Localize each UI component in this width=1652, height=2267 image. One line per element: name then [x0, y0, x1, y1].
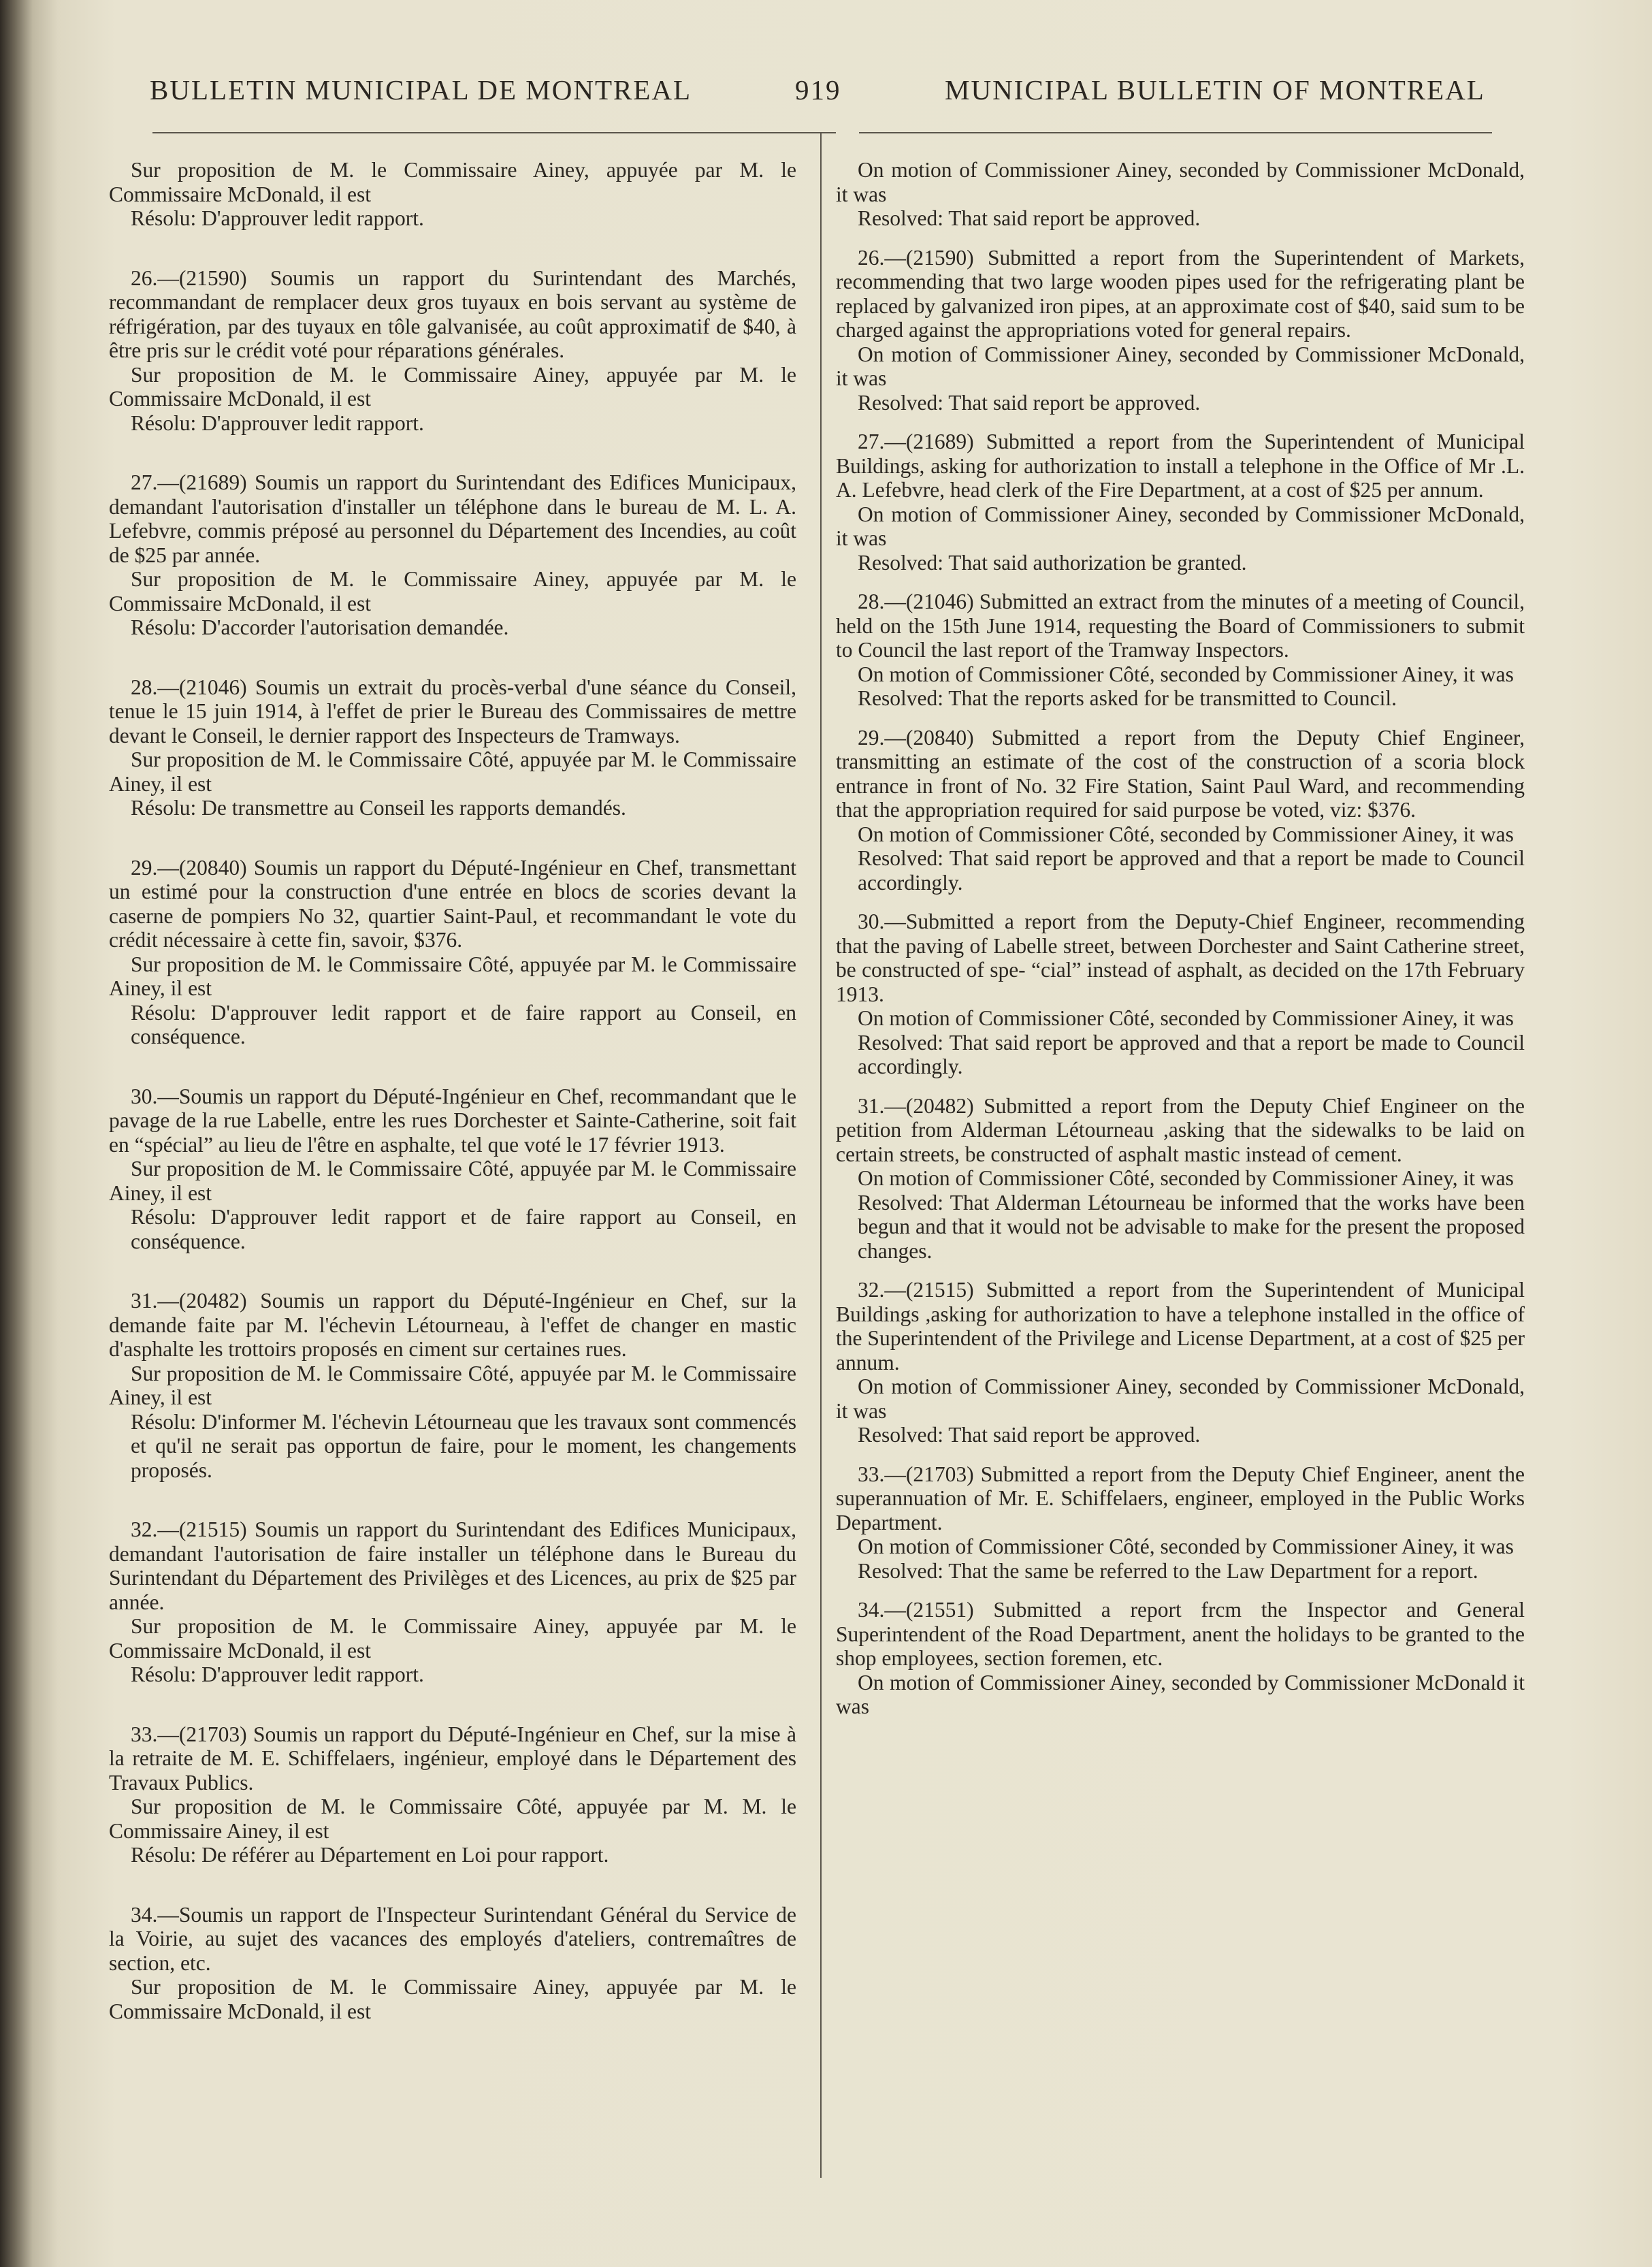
report-text: 33.—(21703) Soumis un rapport du Député-Ingénieur en Chef, sur la mise à la retraite de M. E. Schiffelaers, ingénieur, employé dans le Département des Travaux Publics.	[109, 1722, 796, 1795]
motion-text: On motion of Commissioner Côté, seconded by Commissioner Ainey, it was	[858, 662, 1514, 686]
resolution-text: Resolved: That the reports asked for be transmitted to Council.	[858, 686, 1397, 710]
report-text: 32.—(21515) Soumis un rapport du Surintendant des Edifices Municipaux, demandant l'autorisation de faire installer un téléphone dans le Bureau du Surintendant du Département des Privilèges et des Licences, au prix de $25 par année.	[109, 1517, 796, 1614]
page-number: 919	[795, 74, 841, 106]
resolution-text: Résolu: D'approuver ledit rapport.	[131, 1662, 424, 1686]
column-divider	[820, 132, 822, 2178]
resolution-text: Resolved: That said authorization be granted.	[858, 550, 1247, 575]
resolution-text: Résolu: D'approuver ledit rapport.	[131, 206, 424, 230]
resolution-text: Resolved: That said report be approved and that a report be made to Council accordingly.	[858, 846, 1525, 895]
english-item-29	[836, 726, 1525, 895]
report-text: 26.—(21590) Soumis un rapport du Surintendant des Marchés, recommandant de remplacer deux gros tuyaux en bois servant au système de réfrigération, par des tuyaux en tôle galvanisée, au coût approximatif de $40, à être pris sur le crédit voté pour réparations générales.	[109, 266, 796, 362]
french-item-28	[109, 675, 796, 820]
resolution-text: Résolu: D'approuver ledit rapport.	[131, 411, 424, 435]
french-item-34	[109, 1903, 796, 2024]
motion-text: Sur proposition de M. le Commissaire Ainey, appuyée par M. le Commissaire McDonald, il est	[109, 362, 796, 411]
resolution-text: Resolved: That said report be approved and that a report be made to Council accordingly.	[858, 1030, 1525, 1078]
header-rule-left	[152, 132, 836, 133]
header-french-title: BULLETIN MUNICIPAL DE MONTREAL	[150, 74, 692, 106]
french-item-30	[109, 1084, 796, 1254]
french-item-29	[109, 856, 796, 1049]
resolution-text: Resolved: That the same be referred to the Law Department for a report.	[858, 1558, 1478, 1583]
motion-text: On motion of Commissioner Ainey, seconded by Commissioner McDonald, it was	[836, 158, 1525, 206]
english-item-25	[836, 158, 1525, 231]
motion-text: On motion of Commissioner Côté, seconded by Commissioner Ainey, it was	[858, 1166, 1514, 1190]
french-column	[109, 158, 796, 2023]
motion-text: Sur proposition de M. le Commissaire Ainey, appuyée par M. le Commissaire McDonald, il est	[109, 1975, 796, 2023]
motion-text: On motion of Commissioner Côté, seconded by Commissioner Ainey, it was	[858, 1534, 1514, 1558]
report-text: 34.—(21551) Submitted a report frcm the Inspector and General Superintendent of the Road Department, anent the holidays to be granted to the shop employees, section foremen, etc.	[836, 1598, 1525, 1670]
resolution-text: Résolu: D'approuver ledit rapport et de faire rapport au Conseil, en conséquence.	[131, 1000, 796, 1048]
resolution-text: Résolu: De transmettre au Conseil les rapports demandés.	[131, 796, 626, 820]
french-item-32	[109, 1517, 796, 1687]
english-item-31	[836, 1094, 1525, 1264]
resolution-text: Resolved: That Alderman Létourneau be informed that the works have been begun and that it would not be advisable to make for the present the proposed changes.	[858, 1190, 1525, 1263]
report-text: 30.—Soumis un rapport du Député-Ingénieur en Chef, recommandant que le pavage de la rue Labelle, entre les rues Dorchester et Sainte-Catherine, soit fait en “spécial” au lieu de l'être en asphalte, tel que voté le 17 février 1913.	[109, 1084, 796, 1157]
report-text: 29.—(20840) Soumis un rapport du Député-Ingénieur en Chef, transmettant un estimé pour la construction d'une entrée en blocs de scories devant la caserne de pompiers No 32, quartier Saint-Paul, et recommandant le vote du crédit nécessaire à cette fin, savoir, $376.	[109, 855, 796, 952]
english-item-32	[836, 1278, 1525, 1447]
report-text: 31.—(20482) Submitted a report from the Deputy Chief Engineer on the petition from Alderman Létourneau ,asking that the sidewalks to be laid on certain streets, be constructed of asphalt mastic instead of cement.	[836, 1093, 1525, 1166]
resolution-text: Resolved: That said report be approved.	[858, 206, 1201, 230]
report-text: 28.—(21046) Soumis un extrait du procès-verbal d'une séance du Conseil, tenue le 15 juin 1914, à l'effet de prier le Bureau des Commissaires de mettre devant le Conseil, le dernier rapport des Inspecteurs de Tramways.	[109, 675, 796, 747]
motion-text: On motion of Commissioner Côté, seconded by Commissioner Ainey, it was	[858, 1006, 1514, 1030]
english-item-28	[836, 590, 1525, 711]
report-text: 28.—(21046) Submitted an extract from the minutes of a meeting of Council, held on the 15th June 1914, requesting the Board of Commissioners to submit to Council the last report of the Tramway Inspectors.	[836, 590, 1525, 662]
motion-text: On motion of Commissioner Ainey, seconded by Commissioner McDonald it was	[836, 1670, 1525, 1718]
resolution-text: Resolved: That said report be approved.	[858, 1423, 1201, 1447]
french-item-25	[109, 158, 796, 231]
motion-text: On motion of Commissioner Ainey, seconded by Commissioner McDonald, it was	[836, 1374, 1525, 1423]
report-text: 34.—Soumis un rapport de l'Inspecteur Surintendant Général du Service de la Voirie, au sujet des vacances des employés d'ateliers, contremaîtres de section, etc.	[109, 1902, 796, 1975]
motion-text: Sur proposition de M. le Commissaire Côté, appuyée par M. le Commissaire Ainey, il est	[109, 747, 796, 796]
english-item-27	[836, 430, 1525, 575]
english-item-30	[836, 910, 1525, 1079]
english-item-33	[836, 1462, 1525, 1583]
motion-text: On motion of Commissioner Ainey, seconded by Commissioner McDonald, it was	[836, 342, 1525, 390]
header-rule-right	[859, 132, 1492, 133]
report-text: 32.—(21515) Submitted a report from the Superintendent of Municipal Buildings ,asking for authorization to have a telephone installed in the office of the Superintendent of the Privilege and License Department, at a cost of $25 per annum.	[836, 1278, 1525, 1374]
french-item-27	[109, 470, 796, 640]
report-text: 26.—(21590) Submitted a report from the Superintendent of Markets, recommending that two large wooden pipes used for the refrigerating plant be replaced by galvanized iron pipes, at an approximate cost of $40, said sum to be charged against the appropriations voted for general repairs.	[836, 245, 1525, 342]
french-item-31	[109, 1289, 796, 1482]
report-text: 30.—Submitted a report from the Deputy-Chief Engineer, recommending that the paving of Labelle street, between Dorchester and Saint Catherine street, be constructed of spe- “cial” instead of asphalt, as decided on the 17th February 1913.	[836, 910, 1525, 1006]
report-text: 29.—(20840) Submitted a report from the Deputy Chief Engineer, transmitting an estimate of the cost of the construction of a scoria block entrance in front of No. 32 Fire Station, Saint Paul Ward, and recommending that the appropriation required for said purpose be voted, viz: $376.	[836, 725, 1525, 822]
motion-text: Sur proposition de M. le Commissaire Côté, appuyée par M. le Commissaire Ainey, il est	[109, 1157, 796, 1205]
resolution-text: Résolu: D'informer M. l'échevin Létourneau que les travaux sont commencés et qu'il ne serait pas opportun de faire, pour le moment, les changements proposés.	[131, 1409, 796, 1482]
resolution-text: Résolu: D'accorder l'autorisation demandée.	[131, 615, 509, 639]
english-item-34	[836, 1598, 1525, 1719]
motion-text: Sur proposition de M. le Commissaire Côté, appuyée par M. le Commissaire Ainey, il est	[109, 952, 796, 1000]
report-text: 33.—(21703) Submitted a report from the Deputy Chief Engineer, anent the superannuation of Mr. E. Schiffelaers, engineer, employed in the Public Works Department.	[836, 1462, 1525, 1534]
motion-text: Sur proposition de M. le Commissaire Ainey, appuyée par M. le Commissaire McDonald, il est	[109, 158, 796, 206]
header-english-title: MUNICIPAL BULLETIN OF MONTREAL	[945, 74, 1485, 106]
english-column	[836, 158, 1525, 1719]
french-item-26	[109, 266, 796, 436]
report-text: 27.—(21689) Soumis un rapport du Surintendant des Edifices Municipaux, demandant l'autorisation d'installer un téléphone dans le bureau de M. L. A. Lefebvre, commis préposé au personnel du Département des Incendies, au coût de $25 par année.	[109, 470, 796, 567]
motion-text: On motion of Commissioner Côté, seconded by Commissioner Ainey, it was	[858, 822, 1514, 846]
motion-text: Sur proposition de M. le Commissaire Côté, appuyée par M. M. le Commissaire Ainey, il est	[109, 1795, 796, 1843]
resolution-text: Résolu: D'approuver ledit rapport et de faire rapport au Conseil, en conséquence.	[131, 1205, 796, 1253]
motion-text: Sur proposition de M. le Commissaire Ainey, appuyée par M. le Commissaire McDonald, il est	[109, 1614, 796, 1662]
motion-text: On motion of Commissioner Ainey, seconded by Commissioner McDonald, it was	[836, 502, 1525, 550]
resolution-text: Resolved: That said report be approved.	[858, 390, 1201, 415]
motion-text: Sur proposition de M. le Commissaire Ainey, appuyée par M. le Commissaire McDonald, il est	[109, 567, 796, 615]
report-text: 31.—(20482) Soumis un rapport du Député-Ingénieur en Chef, sur la demande faite par M. l'échevin Létourneau, à l'effet de changer en mastic d'asphalte les trottoirs proposés en ciment sur certaines rues.	[109, 1289, 796, 1361]
french-item-33	[109, 1722, 796, 1867]
english-item-26	[836, 246, 1525, 415]
resolution-text: Résolu: De référer au Département en Loi pour rapport.	[131, 1843, 609, 1867]
motion-text: Sur proposition de M. le Commissaire Côté, appuyée par M. le Commissaire Ainey, il est	[109, 1361, 796, 1409]
report-text: 27.—(21689) Submitted a report from the Superintendent of Municipal Buildings, asking for authorization to install a telephone in the Office of Mr .L. A. Lefebvre, head clerk of the Fire Department, at a cost of $25 per annum.	[836, 430, 1525, 502]
